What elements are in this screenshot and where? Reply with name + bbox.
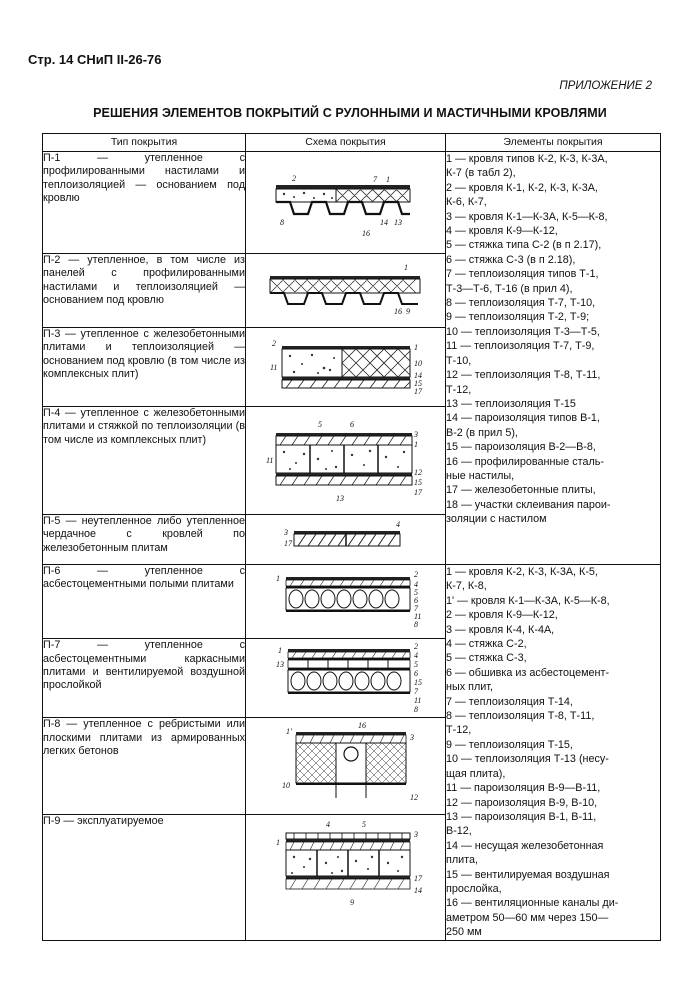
diagram-label: 3 xyxy=(410,733,414,743)
element-item: 14 — пароизоляция типов В-1, xyxy=(446,412,600,425)
diagram-label: 6 xyxy=(350,420,354,429)
diagram-label: 7 xyxy=(414,687,418,697)
diagram-label: 11 xyxy=(270,363,278,372)
element-item: золяции с настилом xyxy=(446,513,547,526)
element-item: 11 — пароизоляция В-9—В-11, xyxy=(446,782,601,795)
diagram-label: 1 xyxy=(276,838,280,848)
element-item: 6 — стяжка С-3 (в п 2.18), xyxy=(446,253,576,266)
element-item: 9 — теплоизоляция Т-2, Т-9; xyxy=(446,311,590,324)
element-item: ные настилы, xyxy=(446,469,515,482)
scheme-diagram-p4 xyxy=(246,407,446,514)
document-title: РЕШЕНИЯ ЭЛЕМЕНТОВ ПОКРЫТИЙ С РУЛОННЫМИ И МАСТИЧНЫМИ КРОВЛЯМИ xyxy=(93,106,607,120)
scheme-diagram-p7 xyxy=(246,639,446,717)
element-item: 10 — теплоизоляция Т-13 (несу- xyxy=(446,753,609,766)
diagram-label: 16 xyxy=(394,307,402,316)
element-item: 10 — теплоизоляция Т-3—Т-5, xyxy=(446,325,600,338)
page-reference: Стр. 14 СНиП II-26-76 xyxy=(28,52,162,67)
diagram-label: 4 xyxy=(326,820,330,830)
diagram-label: 16 xyxy=(362,229,370,238)
scheme-p6 xyxy=(246,565,446,639)
element-item: К-6, К-7, xyxy=(446,196,487,209)
element-item: 1 — кровля К-2, К-3, К-3А, К-5, xyxy=(446,566,598,578)
element-item: аметром 50—60 мм через 150— xyxy=(446,911,609,924)
diagram-label: 1' xyxy=(286,727,292,737)
scheme-p4 xyxy=(246,407,446,515)
element-item: 2 — кровля К-1, К-2, К-3, К-3А, xyxy=(446,181,598,194)
elements-list-group-1 xyxy=(446,152,661,565)
diagram-label: 2 xyxy=(414,570,418,579)
diagram-label: 8 xyxy=(280,218,284,227)
roof-type-p1: П-1 — утепленное с профилированными настилами и теплоизоляцией — основанием под кровлю xyxy=(43,152,246,254)
diagram-label: 1 xyxy=(404,263,408,272)
scheme-diagram-p9 xyxy=(246,815,446,939)
element-item: 8 — теплоизоляция Т-8, Т-11, xyxy=(446,710,595,723)
element-item: 6 — обшивка из асбестоцемент- xyxy=(446,666,610,679)
element-item: 12 — пароизоляция В-9, В-10, xyxy=(446,796,598,809)
diagram-label: 2 xyxy=(292,174,296,183)
element-item: 3 — кровля К-4, К-4А, xyxy=(446,623,555,636)
scheme-p7 xyxy=(246,639,446,718)
element-item: 2 — кровля К-9—К-12, xyxy=(446,609,558,622)
element-item: 16 — профилированные сталь- xyxy=(446,455,604,468)
diagram-label: 6 xyxy=(414,669,418,679)
element-item: Т-3—Т-6, Т-16 (в прил 4), xyxy=(446,282,573,295)
element-item: 13 — теплоизоляция Т-15 xyxy=(446,397,576,410)
diagram-label: 13 xyxy=(276,660,284,670)
diagram-label: 17 xyxy=(414,488,422,497)
roof-type-p2: П-2 — утепленное, в том числе из панелей с профилированными настилами и теплоизоляцией — основанием под кровлю xyxy=(43,254,246,328)
scheme-p1 xyxy=(246,152,446,254)
diagram-label: 5 xyxy=(318,420,322,429)
element-item: 14 — несущая железобетонная xyxy=(446,839,604,852)
diagram-label: 17 xyxy=(414,387,422,396)
table-header-row xyxy=(43,134,661,152)
diagram-label: 11 xyxy=(414,696,422,706)
diagram-label: 14 xyxy=(414,886,422,896)
diagram-label: 8 xyxy=(414,620,418,629)
diagram-label: 6 xyxy=(414,596,418,605)
diagram-label: 1 xyxy=(278,646,282,656)
diagram-label: 14 xyxy=(380,218,388,227)
element-item: К-7 (в табл 2), xyxy=(446,167,516,180)
element-item: 18 — участки склеивания парои- xyxy=(446,498,611,511)
diagram-label: 4 xyxy=(414,580,418,589)
diagram-label: 11 xyxy=(414,612,422,621)
scheme-diagram-p3 xyxy=(246,328,446,406)
scheme-diagram-p2 xyxy=(246,254,446,327)
diagram-label: 16 xyxy=(358,721,366,731)
element-item: 15 — вентилируемая воздушная xyxy=(446,868,610,881)
diagram-label: 3 xyxy=(414,430,418,439)
diagram-label: 2 xyxy=(272,339,276,348)
diagram-label: 15 xyxy=(414,379,422,388)
element-item: 7 — теплоизоляция типов Т-1, xyxy=(446,268,599,281)
element-item: 4 — стяжка С-2, xyxy=(446,638,527,651)
diagram-label: 12 xyxy=(410,793,418,803)
element-item: 13 — пароизоляция В-1, В-11, xyxy=(446,810,597,823)
diagram-label: 2 xyxy=(414,642,418,652)
scheme-diagram-p5 xyxy=(246,515,446,564)
diagram-label: 9 xyxy=(406,307,410,316)
diagram-label: 17 xyxy=(284,539,292,548)
roof-type-p9: П-9 — эксплуатируемое xyxy=(43,815,246,940)
element-item: 11 — теплоизоляция Т-7, Т-9, xyxy=(446,340,595,353)
diagram-label: 5 xyxy=(414,588,418,597)
diagram-label: 1 xyxy=(414,343,418,352)
element-item: В-12, xyxy=(446,825,472,838)
scheme-p5 xyxy=(246,515,446,565)
diagram-label: 4 xyxy=(414,651,418,661)
element-item: 5 — стяжка типа С-2 (в п 2.17), xyxy=(446,239,602,252)
diagram-label: 11 xyxy=(266,456,274,465)
element-item: К-7, К-8, xyxy=(446,580,487,593)
element-item: 16 — вентиляционные каналы ди- xyxy=(446,897,619,910)
roof-type-p8: П-8 — утепленное с ребристыми или плоскими плитами из армированных легких бетонов xyxy=(43,718,246,815)
diagram-label: 10 xyxy=(414,359,422,368)
roof-type-p4: П-4 — утепленное с железобетонными плитами и стяжкой по теплоизоляции (в том числе из комплексных плит) xyxy=(43,407,246,515)
element-item: В-2 (в прил 5), xyxy=(446,426,518,439)
scheme-p9 xyxy=(246,815,446,940)
diagram-label: 15 xyxy=(414,678,422,688)
diagram-label: 1 xyxy=(386,175,390,184)
element-item: 8 — теплоизоляция Т-7, Т-10, xyxy=(446,297,596,310)
roof-type-p5: П-5 — неутепленное либо утепленное чердачное с кровлей по железобетонным плитам xyxy=(43,515,246,565)
diagram-label: 13 xyxy=(394,218,402,227)
diagram-label: 12 xyxy=(414,468,422,477)
table-row xyxy=(43,565,661,639)
diagram-label: 17 xyxy=(414,874,422,884)
element-item: плита, xyxy=(446,854,479,867)
diagram-label: 4 xyxy=(396,520,400,529)
element-item: 250 мм xyxy=(446,926,482,939)
diagram-label: 15 xyxy=(414,478,422,487)
diagram-label: 1 xyxy=(276,574,280,583)
element-item: 7 — теплоизоляция Т-14, xyxy=(446,695,573,708)
diagram-label: 3 xyxy=(414,830,418,840)
scheme-diagram-p6 xyxy=(246,565,446,638)
diagram-label: 14 xyxy=(414,371,422,380)
element-item: 15 — пароизоляция В-2—В-8, xyxy=(446,441,596,454)
element-item: 3 — кровля К-1—К-3А, К-5—К-8, xyxy=(446,210,608,223)
element-item: щая плита), xyxy=(446,767,506,780)
element-item: 5 — стяжка С-3, xyxy=(446,652,527,665)
roof-type-p6: П-6 — утепленное с асбестоцементными полыми плитами xyxy=(43,565,246,639)
column-header-scheme: Схема покрытия xyxy=(246,134,446,152)
scheme-p8 xyxy=(246,718,446,815)
column-header-type: Тип покрытия xyxy=(43,134,246,152)
diagram-label: 7 xyxy=(414,604,418,613)
element-item: 12 — теплоизоляция Т-8, Т-11, xyxy=(446,369,601,382)
diagram-label: 1 xyxy=(414,440,418,449)
diagram-label: 10 xyxy=(282,781,290,791)
table-row xyxy=(43,152,661,254)
element-item: ных плит, xyxy=(446,681,494,694)
elements-list-group-2 xyxy=(446,565,661,941)
diagram-label: 9 xyxy=(350,898,354,908)
roof-elements-table xyxy=(42,133,661,941)
diagram-label: 7 xyxy=(373,175,377,184)
element-item: 1' — кровля К-1—К-3А, К-5—К-8, xyxy=(446,594,610,607)
scheme-p3 xyxy=(246,328,446,407)
diagram-label: 5 xyxy=(414,660,418,670)
diagram-label: 13 xyxy=(336,494,344,503)
scheme-diagram-p1 xyxy=(246,152,446,253)
diagram-label: 5 xyxy=(362,820,366,830)
diagram-label: 3 xyxy=(284,528,288,537)
element-item: Т-10, xyxy=(446,354,472,367)
element-item: прослойка, xyxy=(446,882,502,895)
roof-type-p7: П-7 — утепленное с асбестоцементными каркасными плитами и вентилируемой воздушной прослойкой xyxy=(43,639,246,718)
element-item: 4 — кровля К-9—К-12, xyxy=(446,225,558,238)
element-item: 9 — теплоизоляция Т-15, xyxy=(446,738,573,751)
element-item: Т-12, xyxy=(446,724,472,737)
element-item: Т-12, xyxy=(446,383,472,396)
roof-type-p3: П-3 — утепленное с железобетонными плитами и теплоизоляцией — основанием под кровлю (в том числе из комплексных плит) xyxy=(43,328,246,407)
element-item: 1 — кровля типов К-2, К-3, К-3А, xyxy=(446,153,608,165)
scheme-diagram-p8 xyxy=(246,718,446,814)
element-item: 17 — железобетонные плиты, xyxy=(446,484,596,497)
diagram-label: 8 xyxy=(414,705,418,715)
scheme-p2 xyxy=(246,254,446,328)
appendix-label: ПРИЛОЖЕНИЕ 2 xyxy=(559,80,652,92)
column-header-elements: Элементы покрытия xyxy=(446,134,661,152)
